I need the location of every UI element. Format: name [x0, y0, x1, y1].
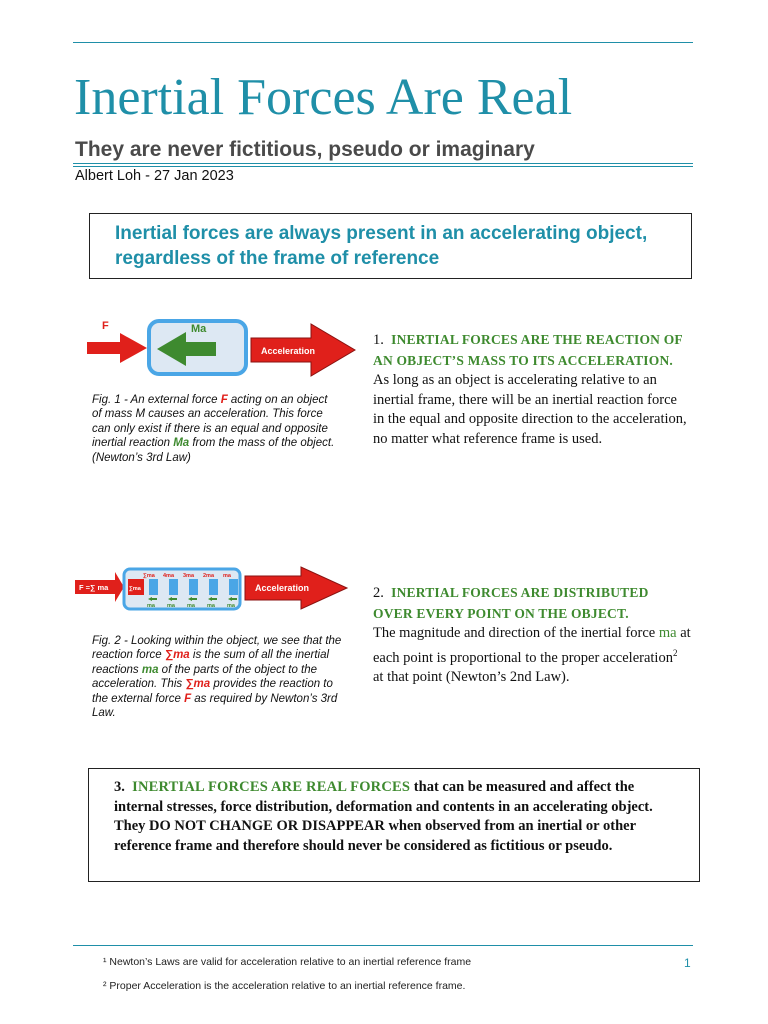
fig1-external-force-arrow: [87, 333, 147, 363]
fig2-label-f: F =∑ ma: [79, 583, 109, 592]
fig2-mass-segment: [189, 579, 198, 595]
fig2-sum-label: ∑ma: [129, 586, 141, 592]
fig2-top-label: ma: [223, 573, 231, 579]
fig2-mass-segment: [209, 579, 218, 595]
fig1-label-acceleration: Acceleration: [261, 346, 316, 356]
fig1-label-ma: Ma: [191, 323, 207, 335]
section-2: 2. INERTIAL FORCES ARE DISTRIBUTED OVER EVERY POINT ON THE OBJECT. The magnitude and direction of the inertial force ma at each point is proportional to the proper acceleration$^2$ at that point (Newton’s 2nd Law).: [373, 585, 691, 686]
fig2-mass-segment: [149, 579, 158, 595]
top-rule: [73, 42, 693, 43]
figure-1-caption: Fig. 1 - An external force F acting on an object of mass M causes an acceleration. This force can only exist if there is an equal and opposite inertial reaction Ma from the mass of the object. (Newton’s 3rd Law): [92, 394, 335, 464]
summary-callout: [89, 213, 692, 279]
footer-rule: [73, 945, 693, 946]
fig1-label-f: F: [102, 320, 109, 332]
section-3-box: 3. INERTIAL FORCES ARE REAL FORCES that can be measured and affect the internal stresses, force distribution, deformation and contents in an accelerating object. They DO NOT CHANGE OR DISAPPEAR when observed from an inertial or other reference frame and therefore should never be considered as fictitious or pseudo.: [88, 768, 700, 882]
fig2-top-label: 2ma: [203, 573, 215, 579]
author-date: Albert Loh - 27 Jan 2023: [75, 168, 234, 184]
fig2-bottom-label: ma: [187, 603, 195, 609]
fig2-mass-segment: [169, 579, 178, 595]
figure-1-diagram: [85, 318, 357, 380]
page-title: Inertial Forces Are Real: [74, 69, 573, 126]
subtitle-rule-2: [73, 166, 693, 167]
fig2-top-label: 4ma: [163, 573, 175, 579]
figure-2-caption: Fig. 2 - Looking within the object, we see that the reaction force ∑ma is the sum of all the inertial reactions ma of the parts of the object to the acceleration. This ∑ma provides the reaction to the external force F as required by Newton’s 3rd Law.: [92, 635, 342, 720]
subtitle-rule: [73, 163, 693, 164]
page-subtitle: They are never fictitious, pseudo or imaginary: [75, 138, 535, 161]
section-1-heading: INERTIAL FORCES ARE THE REACTION OF AN OBJECT’S MASS TO ITS ACCELERATION.: [373, 332, 683, 368]
footnote-2: ² Proper Acceleration is the acceleration relative to an inertial reference frame.: [103, 980, 466, 992]
section-3-heading: INERTIAL FORCES ARE REAL FORCES: [132, 779, 411, 795]
fig2-top-label: 3ma: [183, 573, 195, 579]
section-3-body: that can be measured and affect the internal stresses, force distribution, deformation and contents in an accelerating object. They DO NOT CHANGE OR DISAPPEAR when observed from an inertial or other reference frame and therefore should never be considered as fictitious or pseudo.: [114, 779, 653, 854]
page-number: 1: [684, 956, 691, 970]
footnote-1: ¹ Newton’s Laws are valid for acceleration relative to an inertial reference frame: [103, 956, 472, 968]
figure-2-diagram: [75, 566, 349, 612]
fig2-label-acceleration: Acceleration: [255, 583, 310, 593]
fig2-top-label: ∑ma: [143, 573, 155, 579]
fig2-bottom-label: ma: [147, 603, 155, 609]
section-2-heading: INERTIAL FORCES ARE DISTRIBUTED OVER EVERY POINT ON THE OBJECT.: [373, 585, 649, 621]
section-1: 1. INERTIAL FORCES ARE THE REACTION OF AN OBJECT’S MASS TO ITS ACCELERATION. As long as an object is accelerating relative to an inertial frame, there will be an inertial reaction force in the equal and opposite direction to the acceleration, no matter what reference frame is used.: [373, 332, 687, 447]
fig2-bottom-label: ma: [207, 603, 215, 609]
section-1-body: As long as an object is accelerating relative to an inertial frame, there will be an inertial reaction force in the equal and opposite direction to the acceleration, no matter what reference frame is used.: [373, 372, 687, 447]
fig2-mass-segment: [229, 579, 238, 595]
fig2-bottom-label: ma: [227, 603, 235, 609]
callout-text: Inertial forces are always present in an accelerating object, regardless of the frame of reference: [115, 223, 648, 269]
fig2-bottom-label: ma: [167, 603, 175, 609]
